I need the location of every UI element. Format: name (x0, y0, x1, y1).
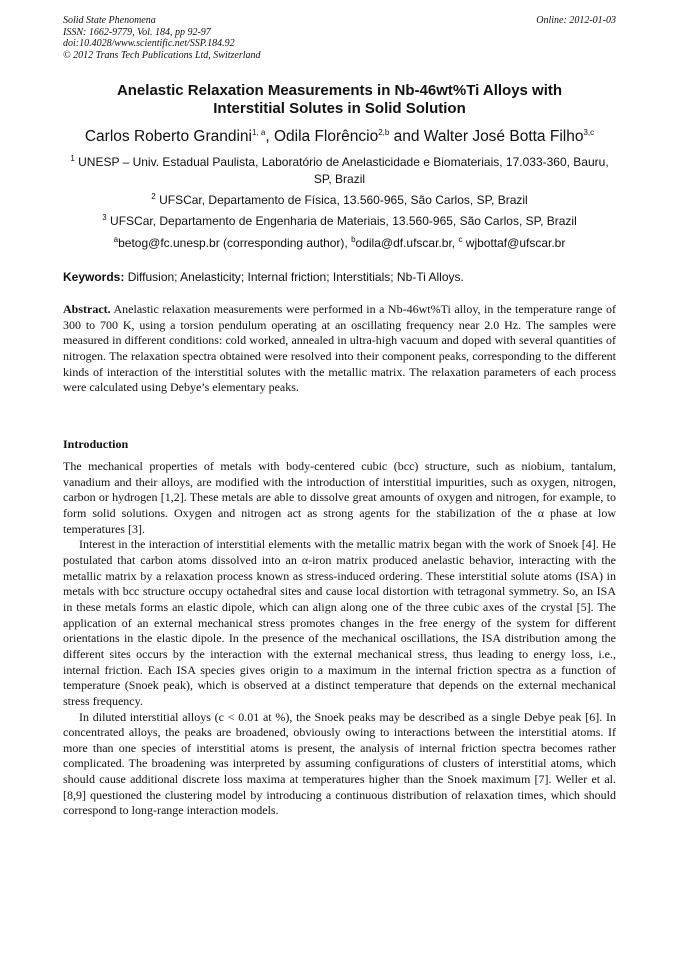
intro-paragraph-1: The mechanical properties of metals with body-centered cubic (bcc) structure, such as niobium, tantalum, vanadium and their alloys, are modified with the introduction of interstitial impurities, such as oxygen, nitrogen, carbon or hydrogen [1,2]. These metals are able to dissolve great amounts of oxygen and nitrogen, for example, to form solid solutions. Oxygen and nitrogen act as strong agents for the stabilization of the α phase at low temperatures [3]. (63, 459, 616, 536)
title-line-1: Anelastic Relaxation Measurements in Nb-46wt%Ti Alloys with (116, 82, 563, 99)
online-date: Online: 2012-01-03 (536, 15, 616, 26)
author-1-sup: 1, a (252, 127, 266, 137)
journal-name: Solid State Phenomena (63, 15, 156, 26)
abstract (63, 302, 616, 396)
author-3: and Walter José Botta Filho (389, 128, 584, 145)
journal-header (63, 15, 616, 61)
email-a: betog@fc.unesp.br (corresponding author), (118, 236, 352, 250)
paper-title (63, 82, 616, 118)
email-line: $^a$betog@fc.unesp.br (corresponding author), $^b$odila@df.ufscar.br, $^c$ wjbottaf@ufscar.br (113, 235, 566, 250)
keywords-label: Keywords: (63, 270, 125, 284)
issn-line: ISSN: 1662-9779, Vol. 184, pp 92-97 (63, 26, 211, 38)
doi-line: doi:10.4028/www.scientific.net/SSP.184.92 (63, 38, 235, 49)
author-list (63, 128, 616, 146)
abstract-label: Abstract. (63, 302, 111, 316)
section-heading-introduction: Introduction (63, 437, 129, 451)
author-3-sup: 3,c (583, 127, 595, 137)
email-b: odila@df.ufscar.br, (355, 236, 459, 250)
abstract-text: Anelastic relaxation measurements were performed in a Nb-46wt%Ti alloy, in the temperature range of 300 to 700 K, using a torsion pendulum operating at an oscillating frequency near 2.0 Hz. The samples were measured in different conditions: cold worked, annealed in ultra-high vacuum and doped with several quantities of nitrogen. The relaxation spectra obtained were resolved into their component peaks, corresponding to the different kinds of interaction of the interstitial solutes with the metallic matrix. The relaxation parameters of each process were calculated using Debye’s elementary peaks. (63, 302, 616, 395)
copyright-line: © 2012 Trans Tech Publications Ltd, Switzerland (63, 49, 261, 61)
title-line-2: Interstitial Solutes in Solid Solution (213, 100, 466, 117)
email-c: wjbottaf@ufscar.br (462, 236, 566, 250)
author-2-sup: 2,b (378, 127, 390, 137)
affiliation-3: $^3$ UFSCar, Departamento de Engenharia de Materiais, 13.560-965, São Carlos, SP, Brazil (102, 213, 577, 228)
author-2: , Odila Florêncio (265, 128, 379, 145)
intro-body (63, 459, 616, 819)
affiliation-2: $^2$ UFSCar, Departamento de Física, 13.560-965, São Carlos, SP, Brazil (151, 192, 528, 207)
intro-paragraph-3: In diluted interstitial alloys (c < 0.01 at %), the Snoek peaks may be described as a single Debye peak [6]. In concentrated alloys, the peaks are broadened, obviously owing to interactions between the interstitial atoms. If more than one species of interstitial atoms is present, the analysis of internal friction spectra becomes rather complicated. The broadening was interpreted by assuming configurations of clusters of interstitial atoms, which should cause additional discrete loss maxima at temperatures higher than the Snoek maximum [7]. Weller et al. [8,9] questioned the clustering model by introducing a continuous distribution of relaxation times, which should correspond to long-range interaction models. (63, 709, 616, 818)
author-1: Carlos Roberto Grandini (84, 128, 252, 145)
keywords (63, 270, 616, 284)
keywords-text: Diffusion; Anelasticity; Internal friction; Interstitials; Nb-Ti Alloys. (124, 270, 464, 284)
intro-paragraph-2: Interest in the interaction of interstitial elements with the metallic matrix began with the work of Snoek [4]. He postulated that carbon atoms dissolved into an α-iron matrix produced anelastic behavior, interacting with the metallic matrix by a relaxation process known as stress-induced ordering. These interstitial solute atoms (ISA) in metals with bcc structure occupy octahedral sites and cause local distortion with tetragonal symmetry. So, an ISA in these metals forms an elastic dipole, which can align along one of the three cubic axes of the crystal [5]. The application of an external mechanical stress promotes changes in the free energy of the system for different orientations in the elastic dipole. In the presence of the mechanical oscillations, the ISA distribution among the different sites occurs by the interaction with the external mechanical stress, thus leading to energy loss, i.e., internal friction. Each ISA species gives origin to a maximum in the internal friction spectra as a function of temperature (Snoek peak), which is observed at a distinct temperature that depends on the external mechanical stress frequency. (63, 537, 616, 708)
affiliation-1: $^1$ UNESP – Univ. Estadual Paulista, Laboratório de Anelasticidade e Biomateriais, 17.033-360, Bauru, SP, Brazil (70, 154, 609, 186)
